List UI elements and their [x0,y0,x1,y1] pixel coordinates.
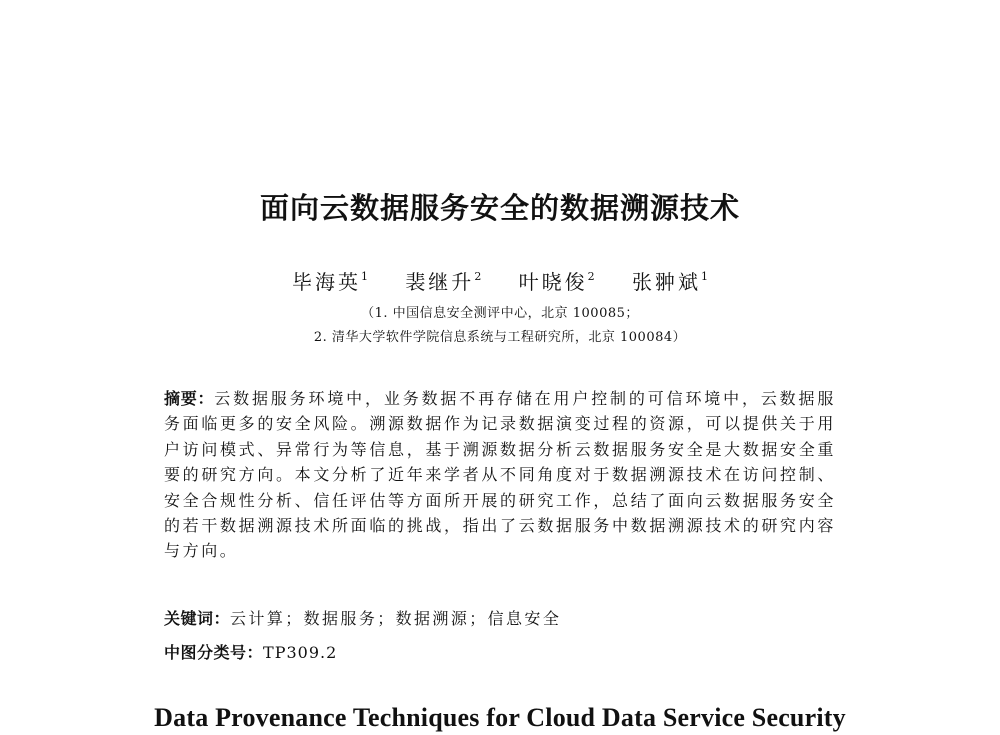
author [632,266,708,295]
author-name: 裴继升 [405,270,475,294]
author-name: 叶晓俊 [518,270,588,294]
classification-number [164,640,337,663]
author-name: 张翀斌 [632,270,702,294]
paper-title-english: Data Provenance Techniques for Cloud Data Service Security [154,703,846,732]
author [519,266,595,295]
keywords [164,606,561,629]
affiliation-line-1: （1. 中国信息安全测评中心，北京 100085； [361,306,639,321]
affiliation-mark: 1 [360,270,368,283]
keywords-text: 云计算；数据服务；数据溯源；信息安全 [230,609,562,628]
affiliation-mark: 2 [587,270,595,283]
author-name: 毕海英 [291,270,361,294]
classification-text: TP309.2 [263,643,338,662]
abstract-text: 云数据服务环境中，业务数据不再存储在用户控制的可信环境中，云数据服务面临更多的安全风险。溯源数据作为记录数据演变过程的资源，可以提供关于用户访问模式、异常行为等信息，基于溯源数据分析云数据服务安全是大数据安全重要的研究方向。本文分析了近年来学者从不同角度对于数据溯源技术在访问控制、安全合规性分析、信任评估等方面所开展的研究工作，总结了面向云数据服务安全的若干数据溯源技术所面临的挑战，指出了云数据服务中数据溯源技术的研究内容与方向。 [164,389,836,561]
affiliation-mark: 1 [701,270,709,283]
affiliation-mark: 2 [474,270,482,283]
author [405,266,481,295]
abstract [164,386,836,564]
classification-label: 中图分类号： [164,643,264,662]
author [292,266,368,295]
paper-title-chinese: 面向云数据服务安全的数据溯源技术 [259,191,740,225]
keywords-label: 关键词： [164,609,231,628]
abstract-label: 摘要： [164,389,215,408]
affiliation-line-2: 2. 清华大学软件学院信息系统与工程研究所，北京 100084） [313,330,687,345]
author-list [0,266,1000,295]
